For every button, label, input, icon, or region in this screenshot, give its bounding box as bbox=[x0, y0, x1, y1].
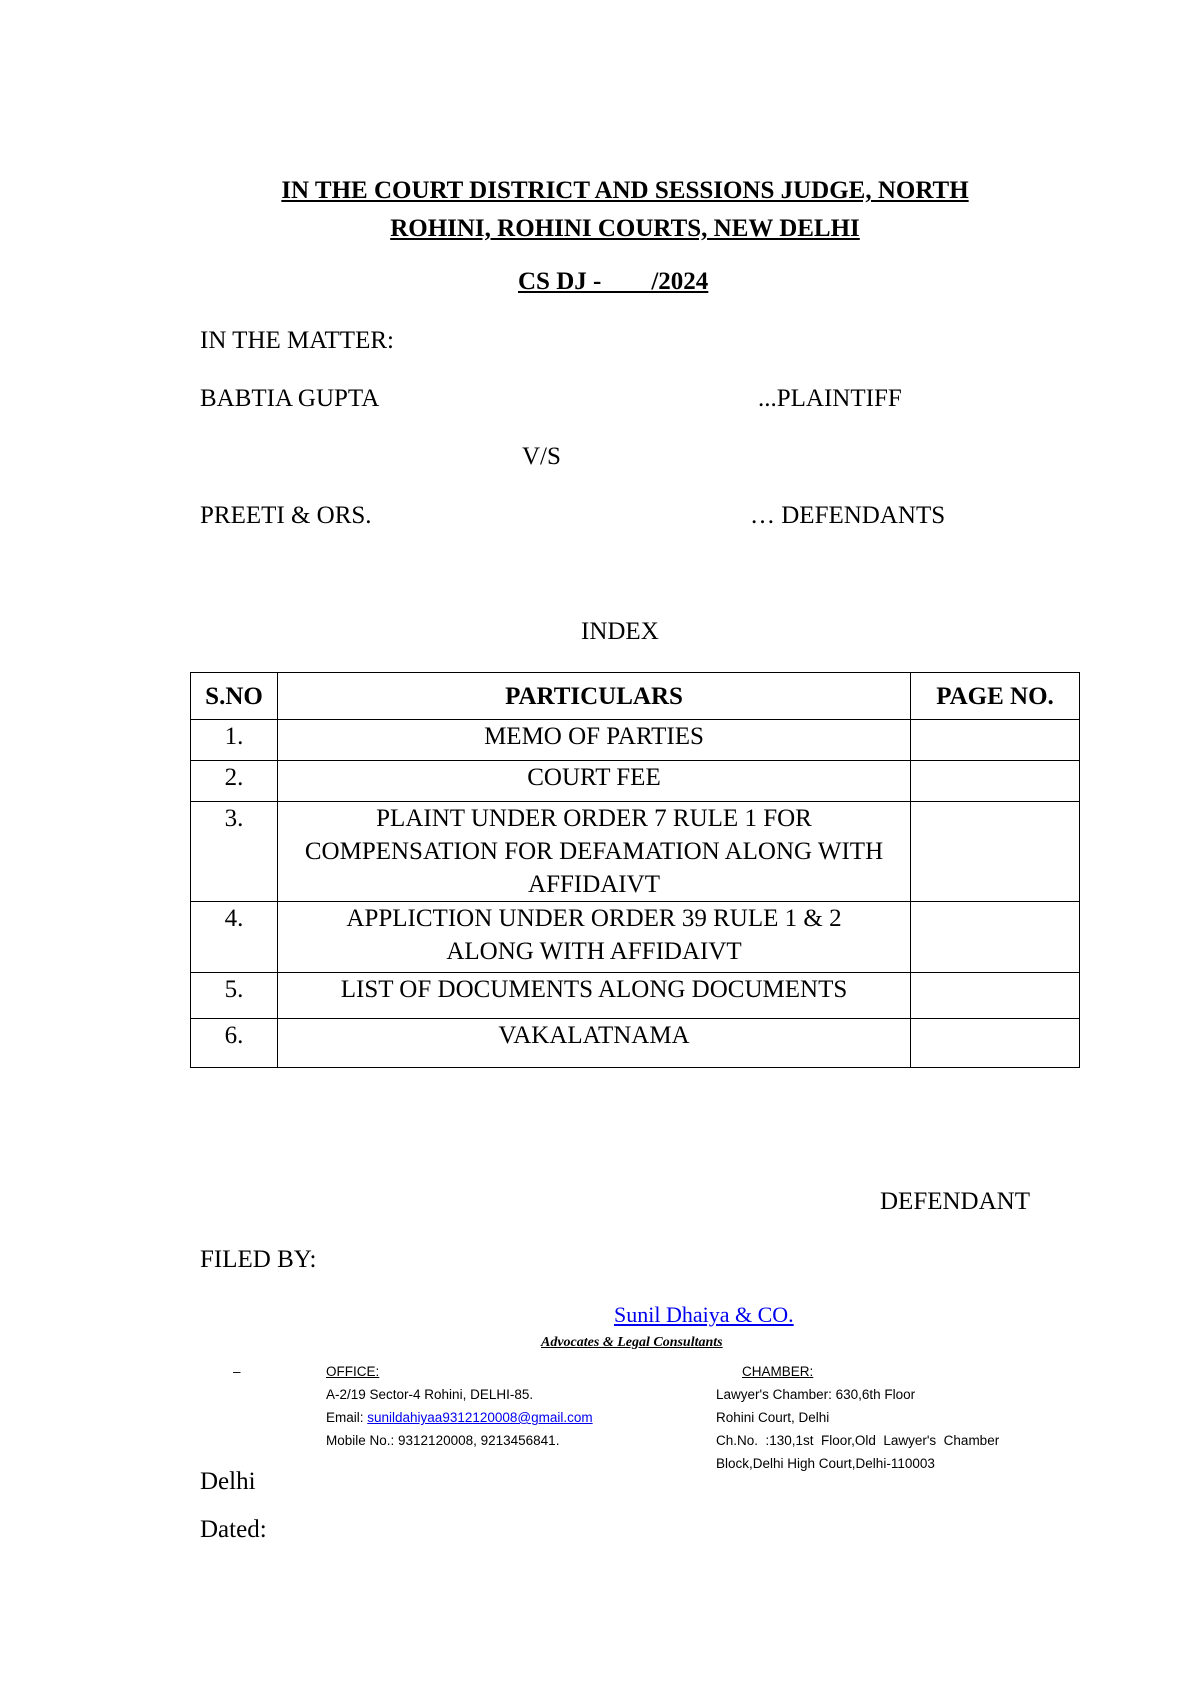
court-heading bbox=[200, 172, 1050, 248]
signatory: DEFENDANT bbox=[880, 1188, 1030, 1215]
matter-label: IN THE MATTER: bbox=[200, 327, 394, 354]
index-header-row bbox=[191, 673, 1080, 720]
chamber-block bbox=[716, 1360, 999, 1475]
row-sno: 2. bbox=[191, 761, 278, 802]
row-page bbox=[911, 973, 1080, 1019]
office-email-line bbox=[326, 1406, 593, 1429]
court-heading-line-1: IN THE COURT DISTRICT AND SESSIONS JUDGE, NORTH bbox=[281, 177, 969, 204]
table-row bbox=[191, 973, 1080, 1019]
row-particulars: VAKALATNAMA bbox=[278, 1019, 911, 1068]
row-sno: 4. bbox=[191, 902, 278, 973]
firm-subtitle: Advocates & Legal Consultants bbox=[541, 1335, 723, 1350]
index-title: INDEX bbox=[581, 618, 659, 645]
defendant-role: … DEFENDANTS bbox=[750, 502, 946, 529]
header-page-no: PAGE NO. bbox=[911, 673, 1080, 720]
office-label: OFFICE: bbox=[326, 1364, 380, 1379]
row-particulars: LIST OF DOCUMENTS ALONG DOCUMENTS bbox=[278, 973, 911, 1019]
row-particulars: APPLICTION UNDER ORDER 39 RULE 1 & 2 ALONG WITH AFFIDAIVT bbox=[278, 902, 911, 973]
row-particulars: PLAINT UNDER ORDER 7 RULE 1 FOR COMPENSATION FOR DEFAMATION ALONG WITH AFFIDAIVT bbox=[278, 802, 911, 902]
row-particulars: MEMO OF PARTIES bbox=[278, 720, 911, 761]
row-page bbox=[911, 902, 1080, 973]
place: Delhi bbox=[200, 1468, 256, 1495]
table-row bbox=[191, 802, 1080, 902]
header-particulars: PARTICULARS bbox=[278, 673, 911, 720]
table-row bbox=[191, 720, 1080, 761]
filed-by-label: FILED BY: bbox=[200, 1246, 317, 1273]
table-row bbox=[191, 761, 1080, 802]
firm-name-link[interactable]: Sunil Dhaiya & CO. bbox=[614, 1302, 794, 1327]
dated-label: Dated: bbox=[200, 1516, 267, 1543]
header-sno: S.NO bbox=[191, 673, 278, 720]
chamber-line-3: Ch.No. :130,1st Floor,Old Lawyer's Chamber bbox=[716, 1433, 1000, 1448]
row-page bbox=[911, 802, 1080, 902]
versus: V/S bbox=[522, 443, 561, 470]
table-row bbox=[191, 1019, 1080, 1068]
dash-marker: – bbox=[233, 1364, 241, 1379]
row-sno: 6. bbox=[191, 1019, 278, 1068]
office-address: A-2/19 Sector-4 Rohini, DELHI-85. bbox=[326, 1387, 534, 1402]
chamber-line-2: Rohini Court, Delhi bbox=[716, 1410, 830, 1425]
index-table bbox=[190, 672, 1080, 1068]
defendant-name: PREETI & ORS. bbox=[200, 502, 372, 529]
row-particulars: COURT FEE bbox=[278, 761, 911, 802]
row-page bbox=[911, 720, 1080, 761]
court-heading-line-2: ROHINI, ROHINI COURTS, NEW DELHI bbox=[390, 215, 860, 242]
row-sno: 5. bbox=[191, 973, 278, 1019]
chamber-label: CHAMBER: bbox=[742, 1364, 814, 1379]
chamber-line-4: Block,Delhi High Court,Delhi-110003 bbox=[716, 1456, 935, 1471]
email-link[interactable]: sunildahiyaa9312120008@gmail.com bbox=[367, 1410, 593, 1425]
plaintiff-role: ...PLAINTIFF bbox=[758, 385, 902, 412]
table-row bbox=[191, 902, 1080, 973]
office-mobile: Mobile No.: 9312120008, 9213456841. bbox=[326, 1433, 560, 1448]
chamber-line-1: Lawyer's Chamber: 630,6th Floor bbox=[716, 1387, 916, 1402]
email-label: Email: bbox=[326, 1410, 368, 1425]
plaintiff-name: BABTIA GUPTA bbox=[200, 385, 380, 412]
row-sno: 3. bbox=[191, 802, 278, 902]
case-number: CS DJ - /2024 bbox=[518, 268, 709, 295]
row-sno: 1. bbox=[191, 720, 278, 761]
office-block bbox=[326, 1360, 593, 1452]
row-page bbox=[911, 761, 1080, 802]
row-page bbox=[911, 1019, 1080, 1068]
